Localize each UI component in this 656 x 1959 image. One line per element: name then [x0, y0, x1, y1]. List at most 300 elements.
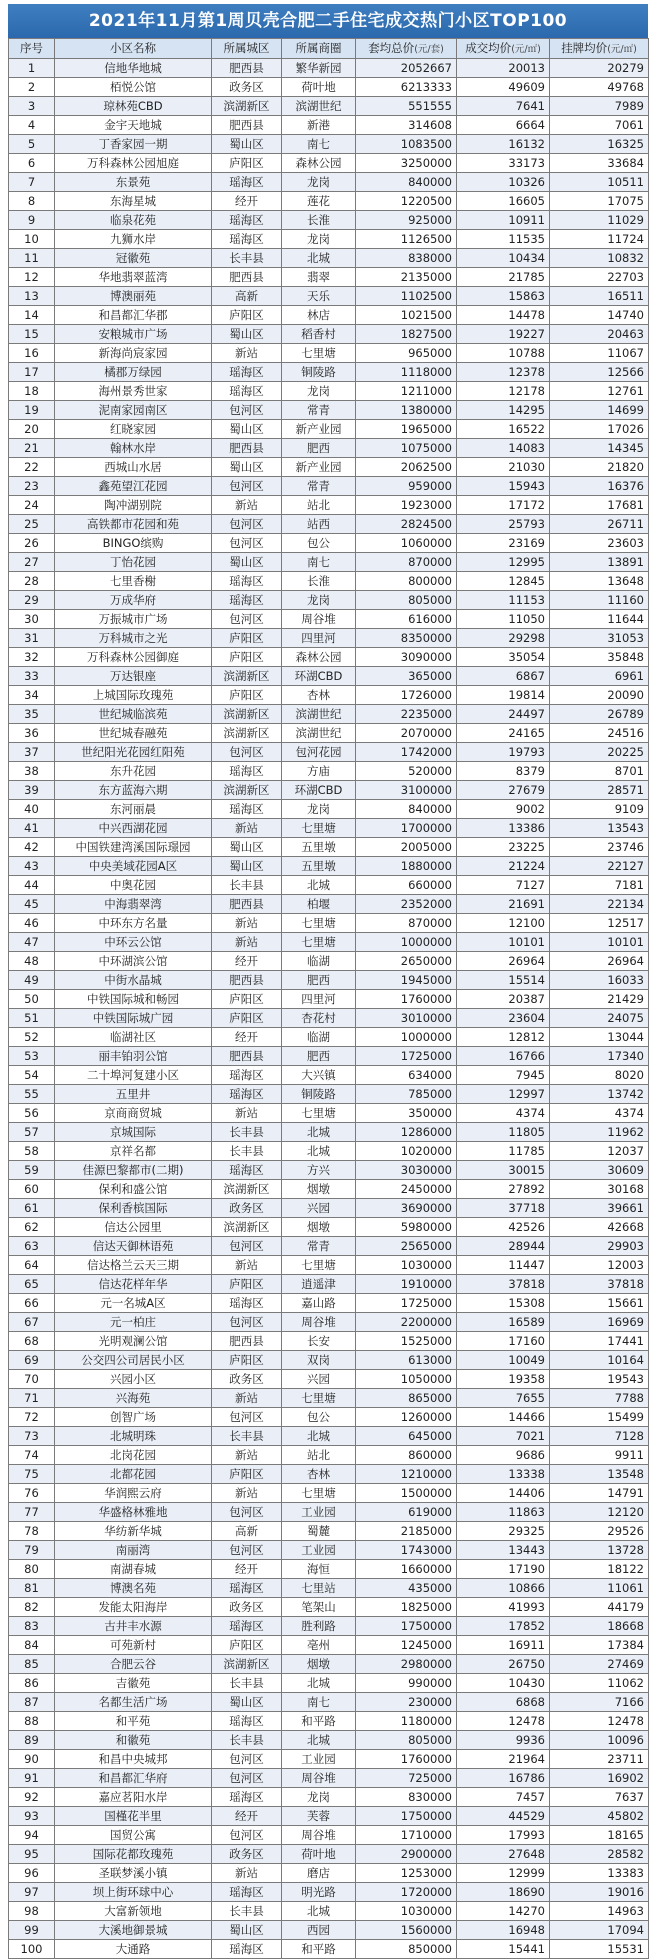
table-row	[9, 1446, 649, 1465]
district-cell: 瑶海区	[212, 363, 282, 382]
district-cell: 新站	[212, 1864, 282, 1883]
area-cell: 包公	[282, 534, 356, 553]
list-price-cell: 23711	[550, 1750, 649, 1769]
list-price-cell: 16033	[550, 971, 649, 990]
deal-price-cell: 23225	[457, 838, 550, 857]
area-cell: 北城	[282, 249, 356, 268]
rank-cell: 74	[9, 1446, 55, 1465]
area-cell: 包河花园	[282, 743, 356, 762]
list-price-cell: 28582	[550, 1845, 649, 1864]
deal-price-cell: 15863	[457, 287, 550, 306]
district-cell: 包河区	[212, 1313, 282, 1332]
table-row	[9, 1750, 649, 1769]
list-price-cell: 7989	[550, 97, 649, 116]
list-price-cell: 18165	[550, 1826, 649, 1845]
district-cell: 肥西县	[212, 268, 282, 287]
area-cell: 森林公园	[282, 154, 356, 173]
rank-cell: 10	[9, 230, 55, 249]
total-price-cell: 1760000	[356, 1750, 457, 1769]
name-cell: 国槿花半里	[55, 1807, 212, 1826]
district-cell: 包河区	[212, 534, 282, 553]
district-cell: 滨湖新区	[212, 705, 282, 724]
district-cell: 新站	[212, 496, 282, 515]
area-cell: 方庙	[282, 762, 356, 781]
list-price-cell: 7061	[550, 116, 649, 135]
rank-cell: 73	[9, 1427, 55, 1446]
table-row	[9, 591, 649, 610]
table-row	[9, 1636, 649, 1655]
rank-cell: 42	[9, 838, 55, 857]
area-cell: 杏花村	[282, 1009, 356, 1028]
deal-price-cell: 17172	[457, 496, 550, 515]
list-price-cell: 13383	[550, 1864, 649, 1883]
table-row	[9, 1674, 649, 1693]
district-cell: 瑶海区	[212, 1788, 282, 1807]
district-cell: 新站	[212, 819, 282, 838]
district-cell: 经开	[212, 1807, 282, 1826]
district-cell: 长丰县	[212, 1427, 282, 1446]
table-row	[9, 610, 649, 629]
rank-cell: 26	[9, 534, 55, 553]
list-price-cell: 16376	[550, 477, 649, 496]
total-price-cell: 2235000	[356, 705, 457, 724]
district-cell: 瑶海区	[212, 1066, 282, 1085]
rank-cell: 99	[9, 1921, 55, 1940]
total-price-cell: 660000	[356, 876, 457, 895]
list-price-cell: 31053	[550, 629, 649, 648]
area-cell: 天乐	[282, 287, 356, 306]
area-cell: 荷叶地	[282, 1845, 356, 1864]
deal-price-cell: 26964	[457, 952, 550, 971]
deal-price-cell: 14478	[457, 306, 550, 325]
table-row	[9, 1769, 649, 1788]
total-price-cell: 551555	[356, 97, 457, 116]
name-cell: 信达公园里	[55, 1218, 212, 1237]
area-cell: 烟墩	[282, 1655, 356, 1674]
deal-price-cell: 23169	[457, 534, 550, 553]
total-price-cell: 1725000	[356, 1294, 457, 1313]
total-price-cell: 2062500	[356, 458, 457, 477]
name-cell: 可苑新村	[55, 1636, 212, 1655]
total-price-cell: 959000	[356, 477, 457, 496]
table-row	[9, 1598, 649, 1617]
rank-cell: 49	[9, 971, 55, 990]
district-cell: 滨湖新区	[212, 667, 282, 686]
rank-cell: 62	[9, 1218, 55, 1237]
district-cell: 新站	[212, 1256, 282, 1275]
district-cell: 包河区	[212, 1826, 282, 1845]
area-cell: 包公	[282, 1408, 356, 1427]
deal-price-cell: 41993	[457, 1598, 550, 1617]
district-cell: 长丰县	[212, 1142, 282, 1161]
list-price-cell: 11644	[550, 610, 649, 629]
deal-price-cell: 12995	[457, 553, 550, 572]
name-cell: 鑫苑望江花园	[55, 477, 212, 496]
table-row	[9, 1199, 649, 1218]
deal-price-cell: 14406	[457, 1484, 550, 1503]
table-row	[9, 838, 649, 857]
district-cell: 庐阳区	[212, 1465, 282, 1484]
district-cell: 庐阳区	[212, 990, 282, 1009]
total-price-cell: 1083500	[356, 135, 457, 154]
total-price-cell: 1118000	[356, 363, 457, 382]
name-cell: 国际花都玫瑰苑	[55, 1845, 212, 1864]
total-price-cell: 619000	[356, 1503, 457, 1522]
list-price-cell: 14963	[550, 1902, 649, 1921]
deal-price-cell: 12478	[457, 1712, 550, 1731]
rank-cell: 1	[9, 59, 55, 78]
deal-price-cell: 28944	[457, 1237, 550, 1256]
list-price-cell: 10511	[550, 173, 649, 192]
deal-price-cell: 19227	[457, 325, 550, 344]
table-row	[9, 1541, 649, 1560]
total-price-cell: 865000	[356, 1389, 457, 1408]
deal-price-cell: 10430	[457, 1674, 550, 1693]
name-cell: 信地华地城	[55, 59, 212, 78]
deal-price-cell: 24497	[457, 705, 550, 724]
district-cell: 瑶海区	[212, 1161, 282, 1180]
deal-price-cell: 12999	[457, 1864, 550, 1883]
list-price-cell: 17681	[550, 496, 649, 515]
rank-cell: 47	[9, 933, 55, 952]
deal-price-cell: 26750	[457, 1655, 550, 1674]
name-cell: 中兴西湖花园	[55, 819, 212, 838]
deal-price-cell: 10434	[457, 249, 550, 268]
district-cell: 肥西县	[212, 1332, 282, 1351]
total-price-cell: 1700000	[356, 819, 457, 838]
list-price-cell: 15531	[550, 1940, 649, 1959]
district-cell: 瑶海区	[212, 211, 282, 230]
name-cell: 东河丽晨	[55, 800, 212, 819]
name-cell: 华纺新华城	[55, 1522, 212, 1541]
rank-cell: 63	[9, 1237, 55, 1256]
header-name: 小区名称	[55, 39, 212, 59]
total-price-cell: 830000	[356, 1788, 457, 1807]
name-cell: 世纪阳光花园红阳苑	[55, 743, 212, 762]
area-cell: 和平路	[282, 1940, 356, 1959]
table-row	[9, 1294, 649, 1313]
table-row	[9, 1712, 649, 1731]
total-price-cell: 1220500	[356, 192, 457, 211]
area-cell: 七里塘	[282, 1256, 356, 1275]
table-row	[9, 534, 649, 553]
name-cell: 丁香家园一期	[55, 135, 212, 154]
deal-price-cell: 15943	[457, 477, 550, 496]
list-price-cell: 11160	[550, 591, 649, 610]
rank-cell: 69	[9, 1351, 55, 1370]
name-cell: 泥南家园南区	[55, 401, 212, 420]
total-price-cell: 3030000	[356, 1161, 457, 1180]
deal-price-cell: 8379	[457, 762, 550, 781]
area-cell: 逍遥津	[282, 1275, 356, 1294]
area-cell: 北城	[282, 1902, 356, 1921]
district-cell: 庐阳区	[212, 1636, 282, 1655]
rank-cell: 38	[9, 762, 55, 781]
total-price-cell: 785000	[356, 1085, 457, 1104]
rank-cell: 7	[9, 173, 55, 192]
district-cell: 政务区	[212, 1845, 282, 1864]
name-cell: 圣联梦溪小镇	[55, 1864, 212, 1883]
district-cell: 瑶海区	[212, 1294, 282, 1313]
area-cell: 烟墩	[282, 1180, 356, 1199]
area-cell: 笔架山	[282, 1598, 356, 1617]
deal-price-cell: 9002	[457, 800, 550, 819]
total-price-cell: 1211000	[356, 382, 457, 401]
list-price-cell: 19543	[550, 1370, 649, 1389]
district-cell: 蜀山区	[212, 458, 282, 477]
district-cell: 滨湖新区	[212, 1655, 282, 1674]
deal-price-cell: 16766	[457, 1047, 550, 1066]
total-price-cell: 3100000	[356, 781, 457, 800]
table-row	[9, 933, 649, 952]
district-cell: 瑶海区	[212, 1579, 282, 1598]
rank-cell: 28	[9, 572, 55, 591]
deal-price-cell: 27679	[457, 781, 550, 800]
district-cell: 长丰县	[212, 876, 282, 895]
list-price-cell: 21820	[550, 458, 649, 477]
deal-price-cell: 10866	[457, 1579, 550, 1598]
district-cell: 庐阳区	[212, 1009, 282, 1028]
total-price-cell: 990000	[356, 1674, 457, 1693]
list-price-cell: 14740	[550, 306, 649, 325]
list-price-cell: 13648	[550, 572, 649, 591]
total-price-cell: 870000	[356, 553, 457, 572]
total-price-cell: 2900000	[356, 1845, 457, 1864]
deal-price-cell: 37818	[457, 1275, 550, 1294]
district-cell: 瑶海区	[212, 1617, 282, 1636]
total-price-cell: 3690000	[356, 1199, 457, 1218]
name-cell: 中铁国际城和畅园	[55, 990, 212, 1009]
table-row	[9, 1503, 649, 1522]
rank-cell: 35	[9, 705, 55, 724]
area-cell: 新港	[282, 116, 356, 135]
area-cell: 龙岗	[282, 173, 356, 192]
name-cell: 上城国际玫瑰苑	[55, 686, 212, 705]
table-row	[9, 382, 649, 401]
table-row	[9, 344, 649, 363]
area-cell: 荷叶地	[282, 78, 356, 97]
deal-price-cell: 12178	[457, 382, 550, 401]
area-cell: 滨湖世纪	[282, 97, 356, 116]
list-price-cell: 30609	[550, 1161, 649, 1180]
deal-price-cell: 7127	[457, 876, 550, 895]
district-cell: 蜀山区	[212, 325, 282, 344]
deal-price-cell: 11153	[457, 591, 550, 610]
name-cell: 保利香槟国际	[55, 1199, 212, 1218]
district-cell: 肥西县	[212, 895, 282, 914]
district-cell: 新站	[212, 1389, 282, 1408]
list-price-cell: 12566	[550, 363, 649, 382]
area-cell: 七里塘	[282, 819, 356, 838]
name-cell: BINGO缤购	[55, 534, 212, 553]
rank-cell: 14	[9, 306, 55, 325]
ranking-table	[8, 38, 649, 1959]
deal-price-cell: 14295	[457, 401, 550, 420]
area-cell: 明光路	[282, 1883, 356, 1902]
total-price-cell: 1060000	[356, 534, 457, 553]
table-row	[9, 724, 649, 743]
total-price-cell: 1726000	[356, 686, 457, 705]
name-cell: 中街水晶城	[55, 971, 212, 990]
deal-price-cell: 6664	[457, 116, 550, 135]
list-price-cell: 8020	[550, 1066, 649, 1085]
name-cell: 创智广场	[55, 1408, 212, 1427]
name-cell: 中环湖滨公馆	[55, 952, 212, 971]
name-cell: 坝上街环球中心	[55, 1883, 212, 1902]
name-cell: 公交四公司居民小区	[55, 1351, 212, 1370]
area-cell: 柏堰	[282, 895, 356, 914]
list-price-cell: 13891	[550, 553, 649, 572]
area-cell: 工业园	[282, 1750, 356, 1769]
area-cell: 五里墩	[282, 857, 356, 876]
district-cell: 庐阳区	[212, 629, 282, 648]
district-cell: 长丰县	[212, 1731, 282, 1750]
header-total	[356, 39, 457, 59]
rank-cell: 54	[9, 1066, 55, 1085]
list-price-cell: 13543	[550, 819, 649, 838]
rank-cell: 92	[9, 1788, 55, 1807]
deal-price-cell: 15514	[457, 971, 550, 990]
deal-price-cell: 21224	[457, 857, 550, 876]
total-price-cell: 1750000	[356, 1807, 457, 1826]
rank-cell: 17	[9, 363, 55, 382]
rank-cell: 70	[9, 1370, 55, 1389]
name-cell: 高铁都市花园和苑	[55, 515, 212, 534]
deal-price-cell: 10911	[457, 211, 550, 230]
total-price-cell: 1923000	[356, 496, 457, 515]
name-cell: 合肥云谷	[55, 1655, 212, 1674]
table-row	[9, 572, 649, 591]
rank-cell: 29	[9, 591, 55, 610]
list-price-cell: 7166	[550, 1693, 649, 1712]
deal-price-cell: 13443	[457, 1541, 550, 1560]
total-price-cell: 1660000	[356, 1560, 457, 1579]
total-price-cell: 2980000	[356, 1655, 457, 1674]
district-cell: 政务区	[212, 1370, 282, 1389]
name-cell: 二十埠河复建小区	[55, 1066, 212, 1085]
name-cell: 元一柏庄	[55, 1313, 212, 1332]
list-price-cell: 13742	[550, 1085, 649, 1104]
list-price-cell: 11067	[550, 344, 649, 363]
area-cell: 磨店	[282, 1864, 356, 1883]
name-cell: 南丽湾	[55, 1541, 212, 1560]
name-cell: 发能太阳海岸	[55, 1598, 212, 1617]
total-price-cell: 800000	[356, 572, 457, 591]
table-row	[9, 363, 649, 382]
list-price-cell: 17384	[550, 1636, 649, 1655]
table-row	[9, 458, 649, 477]
table-row	[9, 1237, 649, 1256]
rank-cell: 46	[9, 914, 55, 933]
district-cell: 高新	[212, 287, 282, 306]
total-price-cell: 1020000	[356, 1142, 457, 1161]
rank-cell: 57	[9, 1123, 55, 1142]
name-cell: 南湖春城	[55, 1560, 212, 1579]
total-price-cell: 1126500	[356, 230, 457, 249]
district-cell: 肥西县	[212, 116, 282, 135]
list-price-cell: 12120	[550, 1503, 649, 1522]
table-row	[9, 1826, 649, 1845]
district-cell: 长丰县	[212, 1902, 282, 1921]
table-row	[9, 1788, 649, 1807]
rank-cell: 32	[9, 648, 55, 667]
district-cell: 蜀山区	[212, 553, 282, 572]
area-cell: 铜陵路	[282, 1085, 356, 1104]
area-cell: 北城	[282, 1427, 356, 1446]
district-cell: 包河区	[212, 1769, 282, 1788]
deal-price-cell: 18690	[457, 1883, 550, 1902]
rank-cell: 25	[9, 515, 55, 534]
deal-price-cell: 17160	[457, 1332, 550, 1351]
table-row	[9, 477, 649, 496]
table-row	[9, 401, 649, 420]
total-price-cell: 1910000	[356, 1275, 457, 1294]
district-cell: 包河区	[212, 1541, 282, 1560]
district-cell: 滨湖新区	[212, 1180, 282, 1199]
total-price-cell: 634000	[356, 1066, 457, 1085]
deal-price-cell: 11805	[457, 1123, 550, 1142]
table-row	[9, 1579, 649, 1598]
deal-price-cell: 6868	[457, 1693, 550, 1712]
header-total-unit: (元/套)	[414, 43, 444, 55]
district-cell: 瑶海区	[212, 1883, 282, 1902]
list-price-cell: 14345	[550, 439, 649, 458]
total-price-cell: 1742000	[356, 743, 457, 762]
list-price-cell: 17441	[550, 1332, 649, 1351]
rank-cell: 13	[9, 287, 55, 306]
total-price-cell: 2352000	[356, 895, 457, 914]
list-price-cell: 37818	[550, 1275, 649, 1294]
list-price-cell: 19016	[550, 1883, 649, 1902]
name-cell: 吉徽苑	[55, 1674, 212, 1693]
table-row	[9, 1161, 649, 1180]
area-cell: 长淮	[282, 211, 356, 230]
table-body	[9, 59, 649, 1959]
district-cell: 瑶海区	[212, 800, 282, 819]
total-price-cell: 1021500	[356, 306, 457, 325]
district-cell: 庐阳区	[212, 1275, 282, 1294]
list-price-cell: 22127	[550, 857, 649, 876]
deal-price-cell: 21030	[457, 458, 550, 477]
area-cell: 新产业园	[282, 420, 356, 439]
area-cell: 兴园	[282, 1199, 356, 1218]
list-price-cell: 18668	[550, 1617, 649, 1636]
area-cell: 站北	[282, 496, 356, 515]
rank-cell: 61	[9, 1199, 55, 1218]
deal-price-cell: 37718	[457, 1199, 550, 1218]
rank-cell: 60	[9, 1180, 55, 1199]
district-cell: 庐阳区	[212, 1351, 282, 1370]
list-price-cell: 29526	[550, 1522, 649, 1541]
deal-price-cell: 4374	[457, 1104, 550, 1123]
table-row	[9, 971, 649, 990]
rank-cell: 21	[9, 439, 55, 458]
name-cell: 北岗花园	[55, 1446, 212, 1465]
area-cell: 方兴	[282, 1161, 356, 1180]
rank-cell: 67	[9, 1313, 55, 1332]
deal-price-cell: 49609	[457, 78, 550, 97]
district-cell: 长丰县	[212, 249, 282, 268]
list-price-cell: 12761	[550, 382, 649, 401]
name-cell: 万振城市广场	[55, 610, 212, 629]
name-cell: 万成华府	[55, 591, 212, 610]
total-price-cell: 1710000	[356, 1826, 457, 1845]
total-price-cell: 1253000	[356, 1864, 457, 1883]
header-total-label: 套均总价	[368, 40, 415, 55]
district-cell: 瑶海区	[212, 762, 282, 781]
header-list-label: 挂牌均价	[561, 40, 608, 55]
deal-price-cell: 16522	[457, 420, 550, 439]
